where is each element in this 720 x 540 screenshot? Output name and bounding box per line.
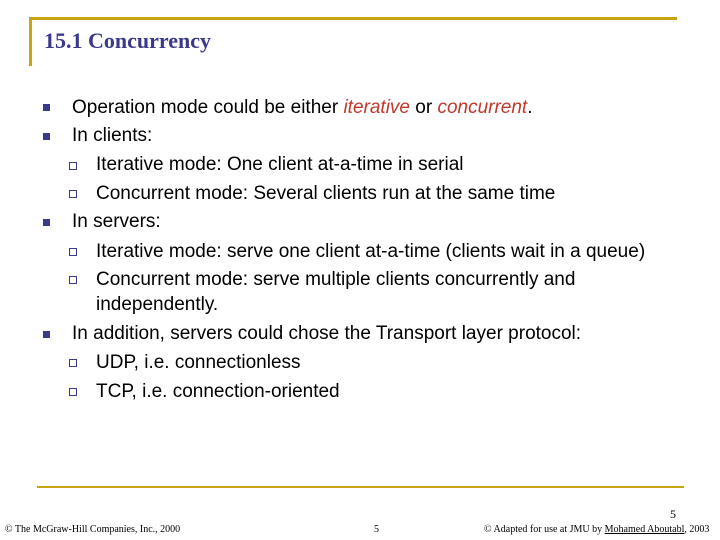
servers-iterative-item: Iterative mode: serve one client at-a-time (clients wait in a queue) — [96, 241, 646, 262]
iterative-emphasis: iterative — [343, 97, 410, 118]
period-text: . — [527, 97, 533, 118]
addition-heading: In addition, servers could chose the Transport layer protocol: — [72, 323, 582, 344]
bullet-square-icon — [43, 219, 50, 226]
or-text: or — [409, 97, 438, 118]
hollow-square-icon — [69, 162, 77, 170]
hollow-square-icon — [69, 248, 77, 256]
bottom-rule — [37, 486, 684, 488]
concurrent-emphasis: concurrent — [437, 97, 528, 118]
bullet-operation-mode — [72, 97, 533, 119]
tcp-item: TCP, i.e. connection-oriented — [96, 381, 340, 402]
footer-adapted-prefix: © Adapted for use at JMU by — [484, 524, 605, 535]
clients-concurrent-item: Concurrent mode: Several clients run at the same time — [96, 183, 556, 204]
hollow-square-icon — [69, 190, 77, 198]
operation-mode-text: Operation mode could be either — [72, 97, 344, 118]
footer-adapted — [484, 524, 709, 535]
bullet-square-icon — [43, 104, 50, 111]
page-number: 5 — [670, 507, 676, 521]
hollow-square-icon — [69, 276, 77, 284]
servers-concurrent-item-cont: independently. — [96, 294, 219, 315]
footer-adapted-suffix: , 2003 — [684, 524, 710, 535]
udp-item: UDP, i.e. connectionless — [96, 352, 301, 373]
footer-author-link[interactable]: Mohamed Aboutabl — [604, 524, 685, 535]
bullet-square-icon — [43, 133, 50, 140]
bullet-square-icon — [43, 331, 50, 338]
footer-copyright: © The McGraw-Hill Companies, Inc., 2000 — [5, 524, 181, 535]
clients-heading: In clients: — [72, 125, 153, 146]
clients-iterative-item: Iterative mode: One client at-a-time in serial — [96, 154, 464, 175]
servers-concurrent-item: Concurrent mode: serve multiple clients concurrently and — [96, 269, 576, 290]
hollow-square-icon — [69, 388, 77, 396]
servers-heading: In servers: — [72, 211, 161, 232]
slide-title: 15.1 Concurrency — [44, 28, 212, 53]
hollow-square-icon — [69, 359, 77, 367]
footer-center-number: 5 — [374, 524, 379, 535]
